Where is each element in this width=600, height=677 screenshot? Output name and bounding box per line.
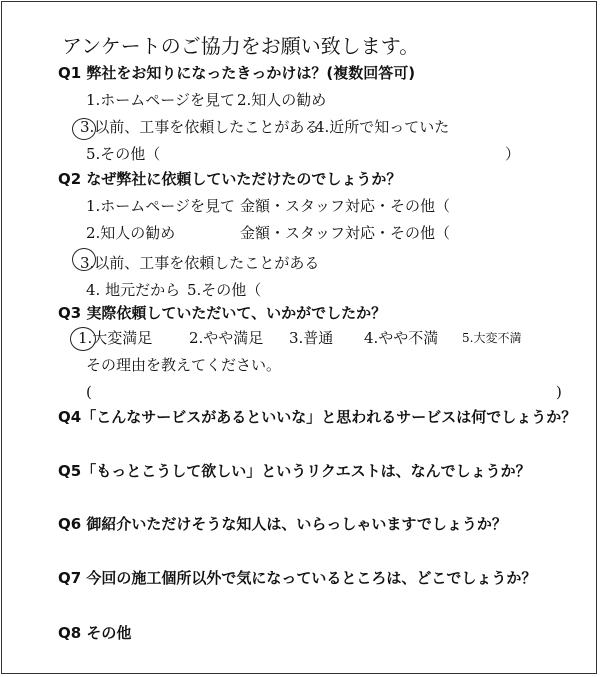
q1-option-5-close: ） [505,145,521,163]
q2-option-5[interactable]: 5.その他（ [187,281,262,299]
q2-option-2[interactable]: 2.知人の勧め [86,224,176,242]
q1-label: Q1 弊社をお知りになったきっかけは？(複数回答可) [58,64,416,82]
q1-option-2[interactable]: 2.知人の勧め [237,91,327,109]
q2-option-2-detail: 金額・スタッフ対応・その他（ [240,224,451,242]
q8-label: Q8 その他 [58,624,132,642]
q3-option-3[interactable]: 3.普通 [289,329,334,347]
q3-option-5[interactable]: 5.大変不満 [462,331,522,345]
q4-label: Q4「こんなサービスがあるといいな」と思われるサービスは何でしょうか？ [58,408,577,426]
survey-title: アンケートのご協力をお願い致します。 [62,34,420,58]
q1-option-1[interactable]: 1.ホームページを見て [86,91,236,109]
q3-option-4[interactable]: 4.やや不満 [364,329,439,347]
q1-option-3[interactable]: 3.以前、工事を依頼したことがある [80,118,320,136]
q2-option-1[interactable]: 1.ホームページを見て [86,197,236,215]
q3-reason-prompt: その理由を教えてください。 [86,356,282,374]
q3-reason-close: ) [556,383,562,401]
q2-option-4[interactable]: 4. 地元だから [86,281,181,299]
q3-reason-open: ( [86,383,92,401]
q2-option-3[interactable]: 3.以前、工事を依頼したことがある [80,254,320,272]
q5-label: Q5「もっとこうして欲しい」というリクエストは、なんでしょうか？ [58,462,531,480]
q3-option-1[interactable]: 1.大変満足 [78,329,153,347]
q3-label: Q3 実際依頼していただいて、いかがでしたか？ [58,304,387,322]
q6-label: Q6 御紹介いただけそうな知人は、いらっしゃいますでしょうか？ [58,515,507,533]
q1-option-5[interactable]: 5.その他（ [86,145,161,163]
q1-option-4[interactable]: 4.近所で知っていた [315,118,450,136]
q2-option-1-detail: 金額・スタッフ対応・その他（ [240,197,451,215]
q3-option-2[interactable]: 2.やや満足 [189,329,264,347]
q2-label: Q2 なぜ弊社に依頼していただけたのでしょうか？ [58,170,402,188]
q7-label: Q7 今回の施工個所以外で気になっているところは、どこでしょうか？ [58,569,537,587]
